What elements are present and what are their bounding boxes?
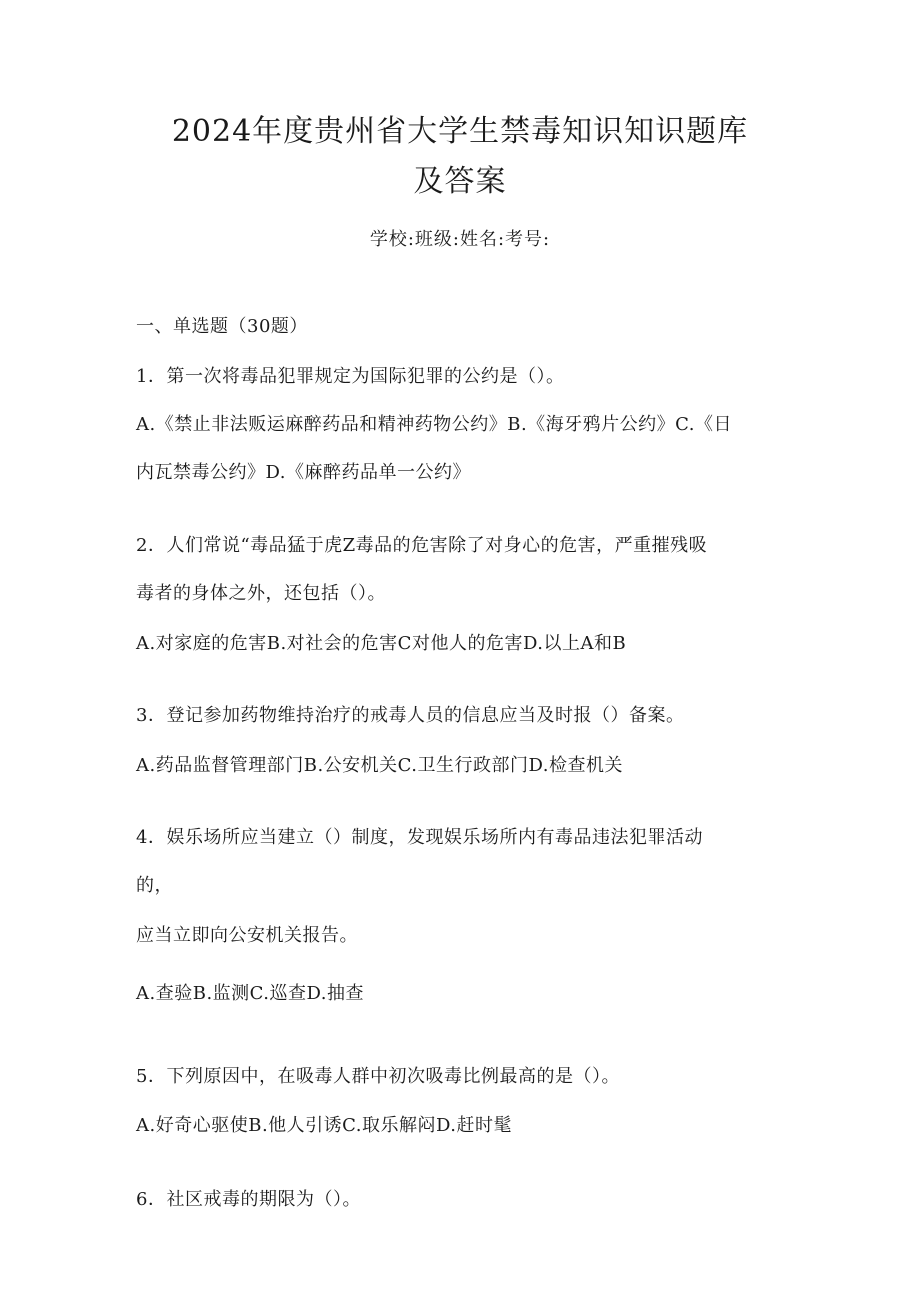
question-2-stem-cont: 毒者的身体之外，还包括（）。 (136, 583, 386, 604)
question-4-options: A.查验B.监测C.巡查D.抽查 (136, 983, 365, 1004)
question-4-stem: 4．娱乐场所应当建立（）制度，发现娱乐场所内有毒品违法犯罪活动 (136, 827, 703, 848)
student-info-line: 学校:班级:姓名:考号: (369, 229, 551, 250)
section-heading: 一、单选题（30题） (136, 316, 308, 337)
question-5-options: A.好奇心驱使B.他人引诱C.取乐解闷D.赶时髦 (136, 1115, 513, 1136)
question-2-options: A.对家庭的危害B.对社会的危害C对他人的危害D.以上A和B (136, 633, 627, 654)
question-4-stem-cont: 的， (136, 875, 173, 896)
question-2-stem: 2．人们常说“毒品猛于虎Z毒品的危害除了对身心的危害，严重摧残吸 (136, 535, 708, 556)
question-1-options-cont: 内瓦禁毒公约》D.《麻醉药品单一公约》 (136, 462, 472, 483)
question-6-stem: 6．社区戒毒的期限为（）。 (136, 1189, 361, 1210)
question-1-options: A.《禁止非法贩运麻醉药品和精神药物公约》B.《海牙鸦片公约》C.《日 (136, 414, 733, 435)
document-title-line-1: 2024年度贵州省大学生禁毒知识知识题库 (171, 114, 749, 149)
question-4-stem-cont-2: 应当立即向公安机关报告。 (136, 925, 358, 946)
question-3-options: A.药品监督管理部门B.公安机关C.卫生行政部门D.检查机关 (136, 755, 624, 776)
question-5-stem: 5．下列原因中，在吸毒人群中初次吸毒比例最高的是（）。 (136, 1066, 620, 1087)
document-title-line-2: 及答案 (413, 164, 507, 199)
question-1-stem: 1．第一次将毒品犯罪规定为国际犯罪的公约是（）。 (136, 366, 565, 387)
question-3-stem: 3．登记参加药物维持治疗的戒毒人员的信息应当及时报（）备案。 (136, 705, 685, 726)
